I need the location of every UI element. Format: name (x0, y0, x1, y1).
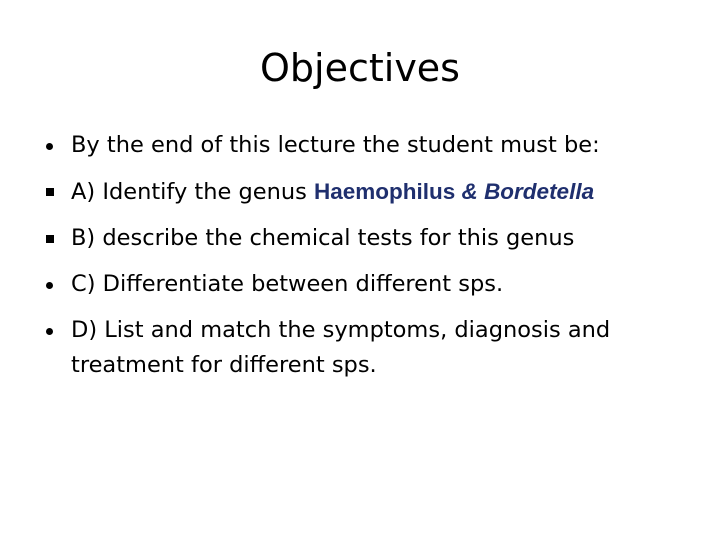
genus-haemophilus: Haemophilus (314, 179, 456, 204)
objectives-list (44, 128, 694, 394)
genus-bordetella: Bordetella (484, 179, 595, 204)
bullet-text: By the end of this lecture the student must be: (71, 132, 600, 158)
bullet-item-intro (44, 128, 694, 163)
bullet-text: C) Differentiate between different sps. (71, 271, 504, 297)
bullet-item-identify-genus (44, 174, 694, 210)
bullet-text: A) Identify the genus (71, 179, 315, 205)
bullet-text: B) describe the chemical tests for this genus (71, 225, 575, 251)
bullet-text: D) List and match the symptoms, diagnosis and treatment for different sps. (71, 317, 611, 378)
bullet-item-differentiate (44, 267, 694, 302)
bullet-item-chemical-tests (44, 221, 694, 256)
bullet-item-symptoms (44, 313, 631, 383)
genus-conjunction: & (455, 179, 485, 204)
slide-title: Objectives (260, 46, 460, 90)
